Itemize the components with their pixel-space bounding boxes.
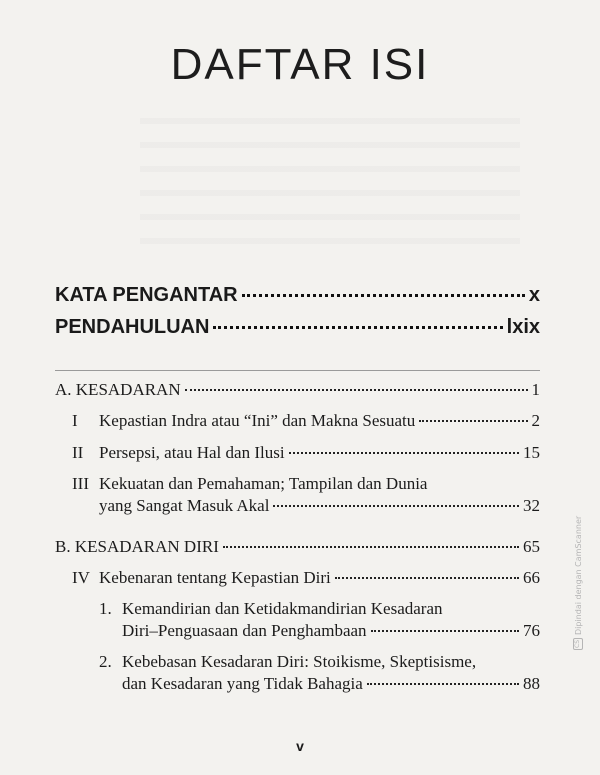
toc-entry-label: B. KESADARAN DIRI [55, 537, 219, 556]
toc-item-number: 1. [99, 599, 112, 618]
toc-entry-label-line1: Kemandirian dan Ketidakmandirian Kesadaran [122, 599, 443, 618]
toc-subitem-1 [99, 599, 540, 619]
toc-section-a [55, 380, 540, 400]
toc-item-i [72, 411, 540, 431]
toc-entry-label: Persepsi, atau Hal dan Ilusi [99, 443, 285, 462]
toc-entry-label-line1: Kebebasan Kesadaran Diri: Stoikisme, Skeptisisme, [122, 652, 477, 671]
dot-leader [289, 452, 519, 454]
dot-leader [223, 546, 519, 548]
toc-entry-page: 15 [523, 443, 540, 462]
toc-entry-label-line2: yang Sangat Masuk Akal [99, 496, 270, 515]
toc-entry-page: 66 [523, 568, 540, 587]
toc-entry-label: Kepastian Indra atau “Ini” dan Makna Sesuatu [99, 411, 416, 430]
toc-entry-page: 76 [523, 621, 540, 640]
toc-entry-label: KATA PENGANTAR [55, 284, 238, 306]
toc-entry-page: lxix [506, 316, 540, 338]
toc-subitem-1-cont [122, 621, 540, 641]
toc-entry-label-line2: Diri–Penguasaan dan Penghambaan [122, 621, 367, 640]
toc-entry-label: A. KESADARAN [55, 380, 181, 399]
toc-item-number: II [72, 443, 84, 462]
dot-leader [213, 326, 502, 329]
toc-entry-label-line2: dan Kesadaran yang Tidak Bahagia [122, 674, 363, 693]
toc-item-iii-cont [99, 496, 540, 516]
watermark-text: Dipindai dengan CamScanner [573, 515, 583, 635]
toc-item-number: I [72, 411, 78, 430]
dot-leader [273, 505, 519, 507]
section-divider [55, 370, 540, 371]
toc-entry-page: 65 [523, 537, 540, 556]
toc-item-iii [72, 474, 540, 494]
camscanner-watermark [573, 516, 583, 650]
toc-entry-label-line1: Kekuatan dan Pemahaman; Tampilan dan Dunia [99, 474, 428, 493]
toc-subitem-2 [99, 652, 540, 672]
toc-section-b [55, 537, 540, 557]
page-title: DAFTAR ISI [170, 40, 430, 89]
toc-entry-page: 2 [531, 411, 540, 430]
dot-leader [367, 683, 519, 685]
toc-item-iv [72, 568, 540, 588]
toc-item-number: 2. [99, 652, 112, 671]
toc-item-ii [72, 443, 540, 463]
dot-leader [242, 294, 525, 297]
dot-leader [419, 420, 527, 422]
toc-entry-page: 1 [531, 380, 540, 399]
dot-leader [335, 577, 519, 579]
dot-leader [185, 389, 528, 391]
toc-entry-label: PENDAHULUAN [55, 316, 210, 338]
toc-entry-page: x [528, 284, 540, 306]
toc-entry-page: 32 [523, 496, 540, 515]
toc-item-number: IV [72, 568, 90, 587]
camscanner-logo-icon: CS [574, 640, 581, 648]
page-number: v [296, 738, 304, 754]
dot-leader [371, 630, 519, 632]
toc-entry-pendahuluan [55, 316, 540, 339]
toc-entry-page: 88 [523, 674, 540, 693]
toc-entry-label: Kebenaran tentang Kepastian Diri [99, 568, 331, 587]
toc-entry-kata-pengantar [55, 284, 540, 307]
toc-subitem-2-cont [122, 674, 540, 694]
bleed-through-text [140, 100, 520, 260]
toc-item-number: III [72, 474, 89, 493]
